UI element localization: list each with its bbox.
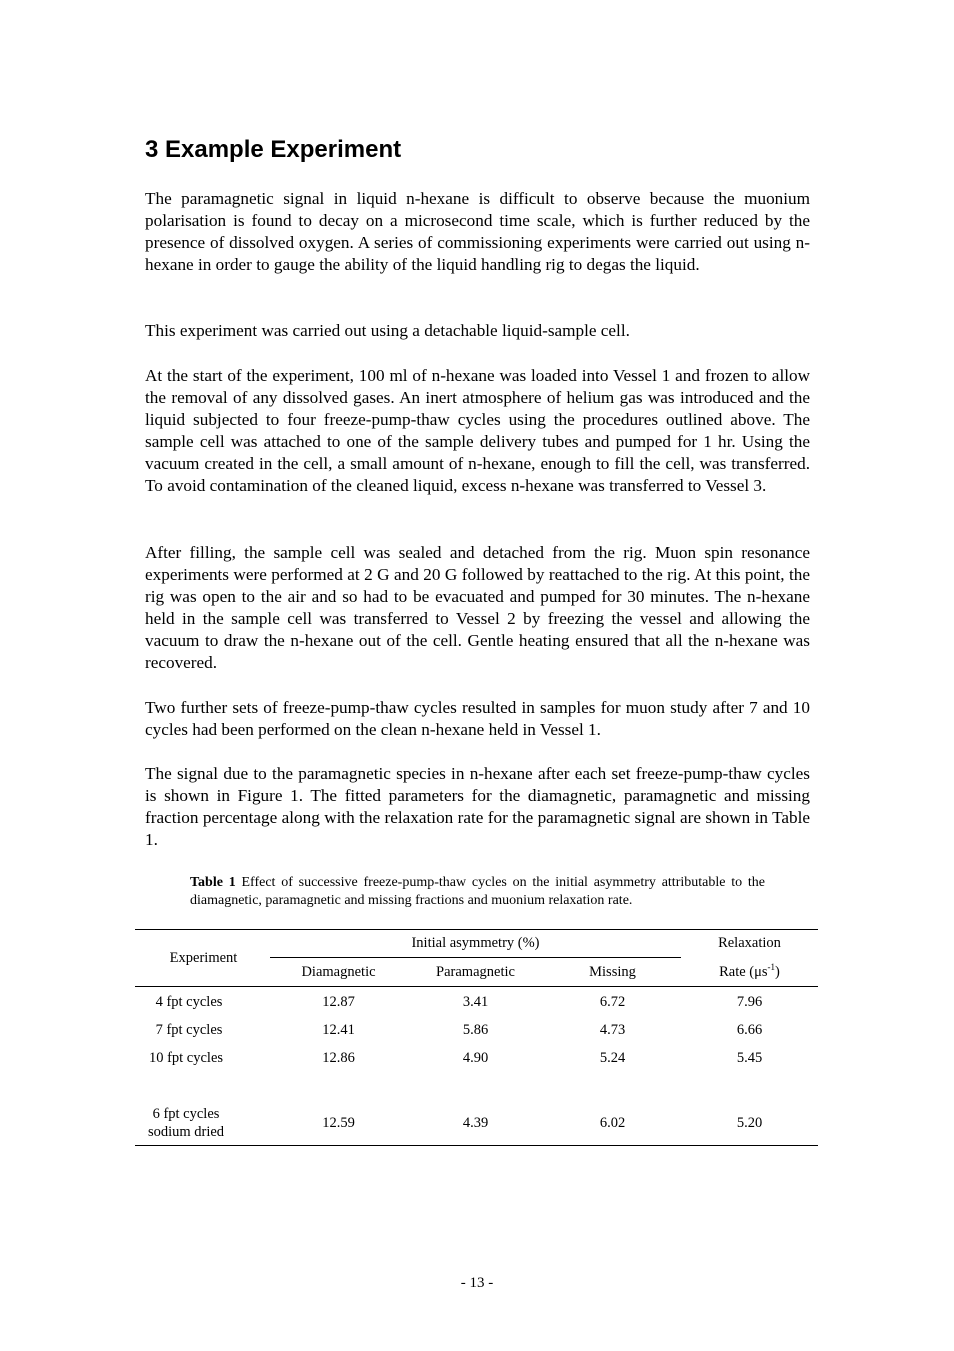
table-top-rule <box>135 929 818 930</box>
table-caption-text: Effect of successive freeze-pump-thaw cycles on the initial asymmetry attributable to the diamagnetic, paramagnetic and missing fractions and muonium relaxation rate. <box>190 875 765 908</box>
row-2-diamagnetic: 12.41 <box>322 1022 355 1038</box>
section-heading: 3 Example Experiment <box>145 136 402 163</box>
paragraph-cell: This experiment was carried out using a detachable liquid-sample cell. <box>145 321 630 340</box>
row-4-experiment: 6 fpt cycles <box>152 1106 220 1122</box>
table-caption <box>190 874 765 910</box>
row-4-diamagnetic: 12.59 <box>322 1115 355 1131</box>
row-3-experiment: 10 fpt cycles <box>148 1050 224 1066</box>
row-2-experiment: 7 fpt cycles <box>155 1022 223 1038</box>
header-missing: Missing <box>589 964 636 980</box>
row-1-experiment: 4 fpt cycles <box>155 994 223 1010</box>
row-4-relaxation: 5.20 <box>736 1115 763 1131</box>
table-header-rule <box>135 986 818 987</box>
header-diamagnetic: Diamagnetic <box>301 964 376 980</box>
row-3-relaxation: 5.45 <box>736 1050 763 1066</box>
row-1-missing: 6.72 <box>599 994 626 1010</box>
table-group-rule <box>270 957 681 958</box>
table-caption-label: Table 1 <box>190 875 236 890</box>
results-table <box>135 929 818 1147</box>
header-relaxation: Relaxation <box>718 935 781 951</box>
header-experiment: Experiment <box>169 950 238 966</box>
page-number: - 13 - <box>460 1275 494 1291</box>
paragraph-filling: After filling, the sample cell was sealed and detached from the rig. Muon spin resonance experiments were performed at 2 G and 20 G followed by reattached to the rig. At this point, the rig was open to the air and so had to be evacuated and pumped for 30 minutes. The n-hexane held in the sample cell was transferred to Vessel 2 by freezing the vessel and allowing the vacuum to draw the n-hexane out of the cell. Gentle heating ensured that all the n-hexane was recovered. <box>145 543 810 672</box>
header-relaxation-unit: Rate (μs <box>719 964 768 980</box>
row-3-missing: 5.24 <box>599 1050 626 1066</box>
row-2-missing: 4.73 <box>599 1022 626 1038</box>
row-4-experiment-note: sodium dried <box>147 1124 225 1140</box>
row-2-paramagnetic: 5.86 <box>462 1022 489 1038</box>
header-relaxation-rate <box>681 963 818 981</box>
paragraph-intro: The paramagnetic signal in liquid n-hexane is difficult to observe because the muonium polarisation is found to decay on a microsecond time scale, which is further reduced by the presence of dissolved oxygen. A series of commissioning experiments were carried out using n-hexane in order to gauge the ability of the liquid handling rig to degas the liquid. <box>145 189 810 274</box>
row-1-relaxation: 7.96 <box>736 994 763 1010</box>
table-bottom-rule <box>135 1145 818 1146</box>
header-initial-asymmetry: Initial asymmetry (%) <box>411 935 540 951</box>
row-3-diamagnetic: 12.86 <box>322 1050 355 1066</box>
row-4-paramagnetic: 4.39 <box>462 1115 489 1131</box>
row-1-diamagnetic: 12.87 <box>322 994 355 1010</box>
header-relaxation-exponent: -1 <box>767 962 776 973</box>
header-relaxation-close: ) <box>775 964 780 980</box>
row-3-paramagnetic: 4.90 <box>462 1050 489 1066</box>
paragraph-procedure: At the start of the experiment, 100 ml of n-hexane was loaded into Vessel 1 and frozen to allow the removal of any dissolved gases. An inert atmosphere of helium gas was introduced and the liquid subjected to four freeze-pump-thaw cycles using the procedures outlined above. The sample cell was attached to one of the sample delivery tubes and pumped for 1 hr. Using the vacuum created in the cell, a small amount of n-hexane, enough to fill the cell, was transferred. To avoid contamination of the cleaned liquid, excess n-hexane was transferred to Vessel 3. <box>145 366 810 495</box>
row-4-missing: 6.02 <box>599 1115 626 1131</box>
paragraph-further-cycles: Two further sets of freeze-pump-thaw cycles resulted in samples for muon study after 7 and 10 cycles had been performed on the clean n-hexane held in Vessel 1. <box>145 698 810 739</box>
row-2-relaxation: 6.66 <box>736 1022 763 1038</box>
row-1-paramagnetic: 3.41 <box>462 994 489 1010</box>
paragraph-results: The signal due to the paramagnetic species in n-hexane after each set freeze-pump-thaw cycles is shown in Figure 1. The fitted parameters for the diamagnetic, paramagnetic and missing fraction percentage along with the relaxation rate for the paramagnetic signal are shown in Table 1. <box>145 764 810 849</box>
header-paramagnetic: Paramagnetic <box>436 964 515 980</box>
